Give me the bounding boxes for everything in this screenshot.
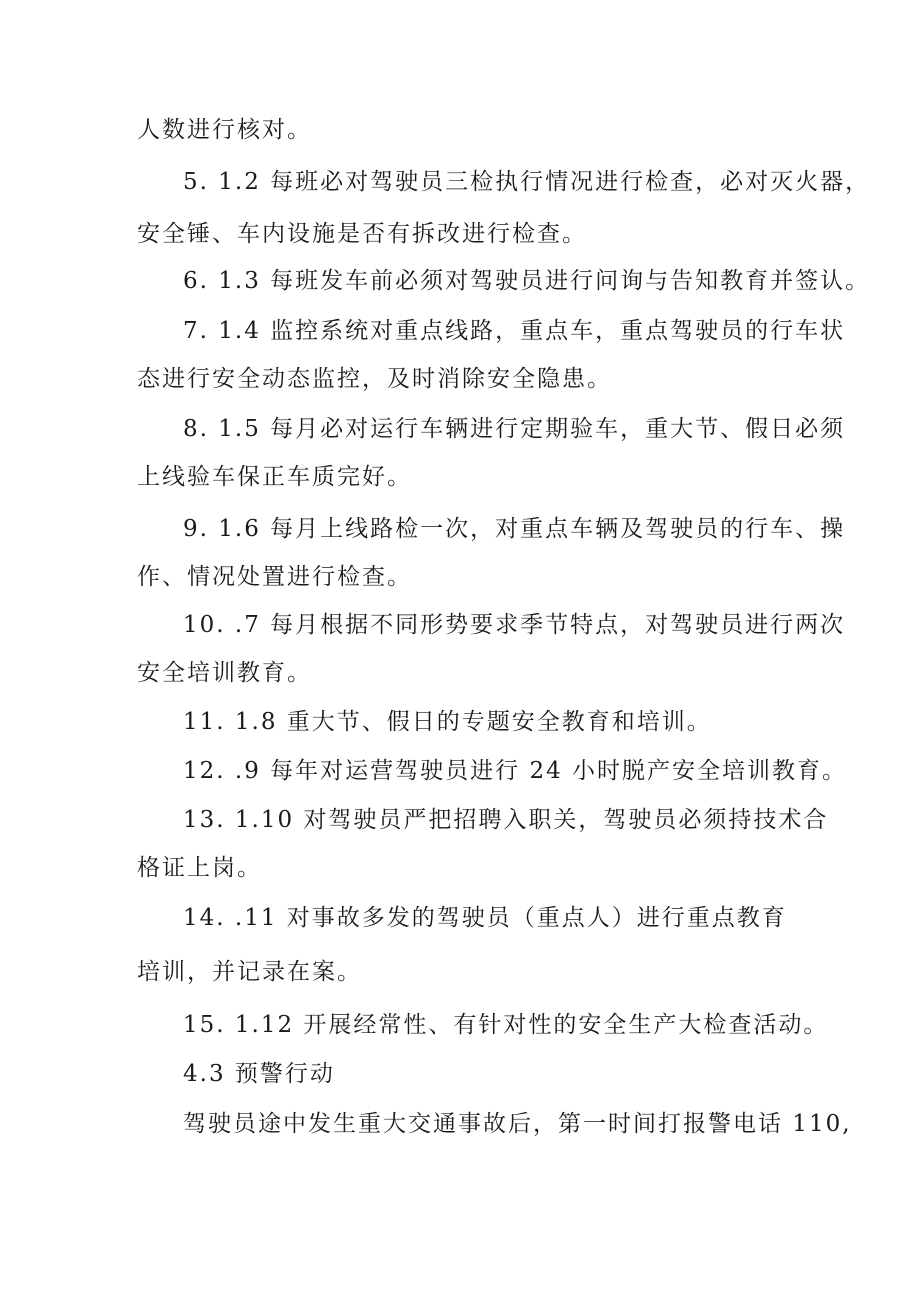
text-line: 14. .11 对事故多发的驾驶员（重点人）进行重点教育 xyxy=(183,905,787,931)
text-line: 安全锤、车内设施是否有拆改进行检查。 xyxy=(137,221,587,247)
section-heading: 4.3 预警行动 xyxy=(183,1061,335,1087)
text-line: 9. 1.6 每月上线路检一次，对重点车辆及驾驶员的行车、操 xyxy=(183,516,846,542)
text-line: 12. .9 每年对运营驾驶员进行 24 小时脱产安全培训教育。 xyxy=(183,758,848,784)
text-line: 培训，并记录在案。 xyxy=(137,959,362,985)
text-line: 5. 1.2 每班必对驾驶员三检执行情况进行检查，必对灭火器， xyxy=(183,169,871,195)
text-line: 13. 1.10 对驾驶员严把招聘入职关，驾驶员必须持技术合 xyxy=(183,807,829,833)
text-line: 态进行安全动态监控，及时消除安全隐患。 xyxy=(137,366,612,392)
text-line: 安全培训教育。 xyxy=(137,660,312,686)
text-line: 11. 1.8 重大节、假日的专题安全教育和培训。 xyxy=(183,709,712,735)
text-line: 上线验车保正车质完好。 xyxy=(137,464,412,490)
text-line: 格证上岗。 xyxy=(137,855,262,881)
text-line: 15. 1.12 开展经常性、有针对性的安全生产大检查活动。 xyxy=(183,1012,829,1038)
text-line: 作、情况处置进行检查。 xyxy=(137,564,412,590)
text-line: 8. 1.5 每月必对运行车辆进行定期验车，重大节、假日必须 xyxy=(183,416,846,442)
text-line: 7. 1.4 监控系统对重点线路，重点车，重点驾驶员的行车状 xyxy=(183,318,846,344)
text-line: 6. 1.3 每班发车前必须对驾驶员进行问询与告知教育并签认。 xyxy=(183,268,871,294)
text-line: 驾驶员途中发生重大交通事故后，第一时间打报警电话 110, xyxy=(183,1111,852,1137)
text-line: 人数进行核对。 xyxy=(137,117,312,143)
text-line: 10. .7 每月根据不同形势要求季节特点，对驾驶员进行两次 xyxy=(183,612,846,638)
